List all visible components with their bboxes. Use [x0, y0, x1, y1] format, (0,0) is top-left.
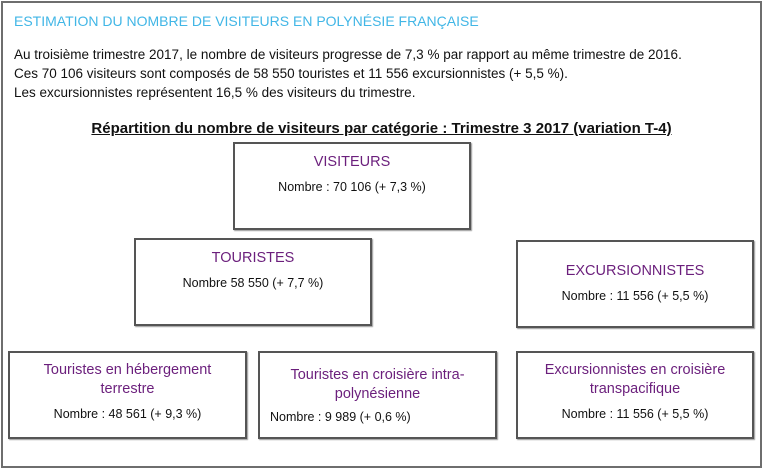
box-croisiere-intra [258, 351, 497, 439]
box-croisiere-transpacifique [516, 351, 754, 439]
document-frame [1, 1, 762, 468]
paragraph-line: Au troisième trimestre 2017, le nombre de visiteurs progresse de 7,3 % par rapport au même trimestre de 2016. [14, 47, 682, 62]
box-heading: TOURISTES [211, 250, 295, 266]
box-heading: EXCURSIONNISTES [565, 263, 705, 279]
box-visiteurs [233, 142, 471, 230]
page-title: ESTIMATION DU NOMBRE DE VISITEURS EN POLYNÉSIE FRANÇAISE [14, 13, 479, 29]
box-excursionnistes [516, 240, 754, 328]
box-heading: Touristes en croisière intra-polynésienne [290, 367, 465, 402]
box-hebergement-terrestre [8, 351, 247, 439]
box-heading: Touristes en hébergement terrestre [43, 362, 212, 397]
box-heading: Excursionnistes en croisière transpacifique [544, 362, 726, 397]
paragraph-line: Ces 70 106 visiteurs sont composés de 58 550 touristes et 11 556 excursionnistes (+ 5,5 %). [14, 66, 568, 81]
section-subtitle: Répartition du nombre de visiteurs par catégorie : Trimestre 3 2017 (variation T-4) [91, 120, 672, 137]
box-count: Nombre : 48 561 (+ 9,3 %) [53, 407, 202, 421]
box-count: Nombre : 11 556 (+ 5,5 %) [561, 407, 709, 421]
box-count: Nombre : 11 556 (+ 5,5 %) [561, 289, 709, 303]
box-count: Nombre : 70 106 (+ 7,3 %) [278, 180, 426, 194]
box-count: Nombre : 9 989 (+ 0,6 %) [270, 410, 411, 424]
paragraph-line: Les excursionnistes représentent 16,5 % des visiteurs du trimestre. [14, 85, 416, 100]
box-count: Nombre 58 550 (+ 7,7 %) [182, 276, 324, 290]
box-heading: VISITEURS [313, 154, 391, 170]
box-touristes [134, 238, 372, 326]
